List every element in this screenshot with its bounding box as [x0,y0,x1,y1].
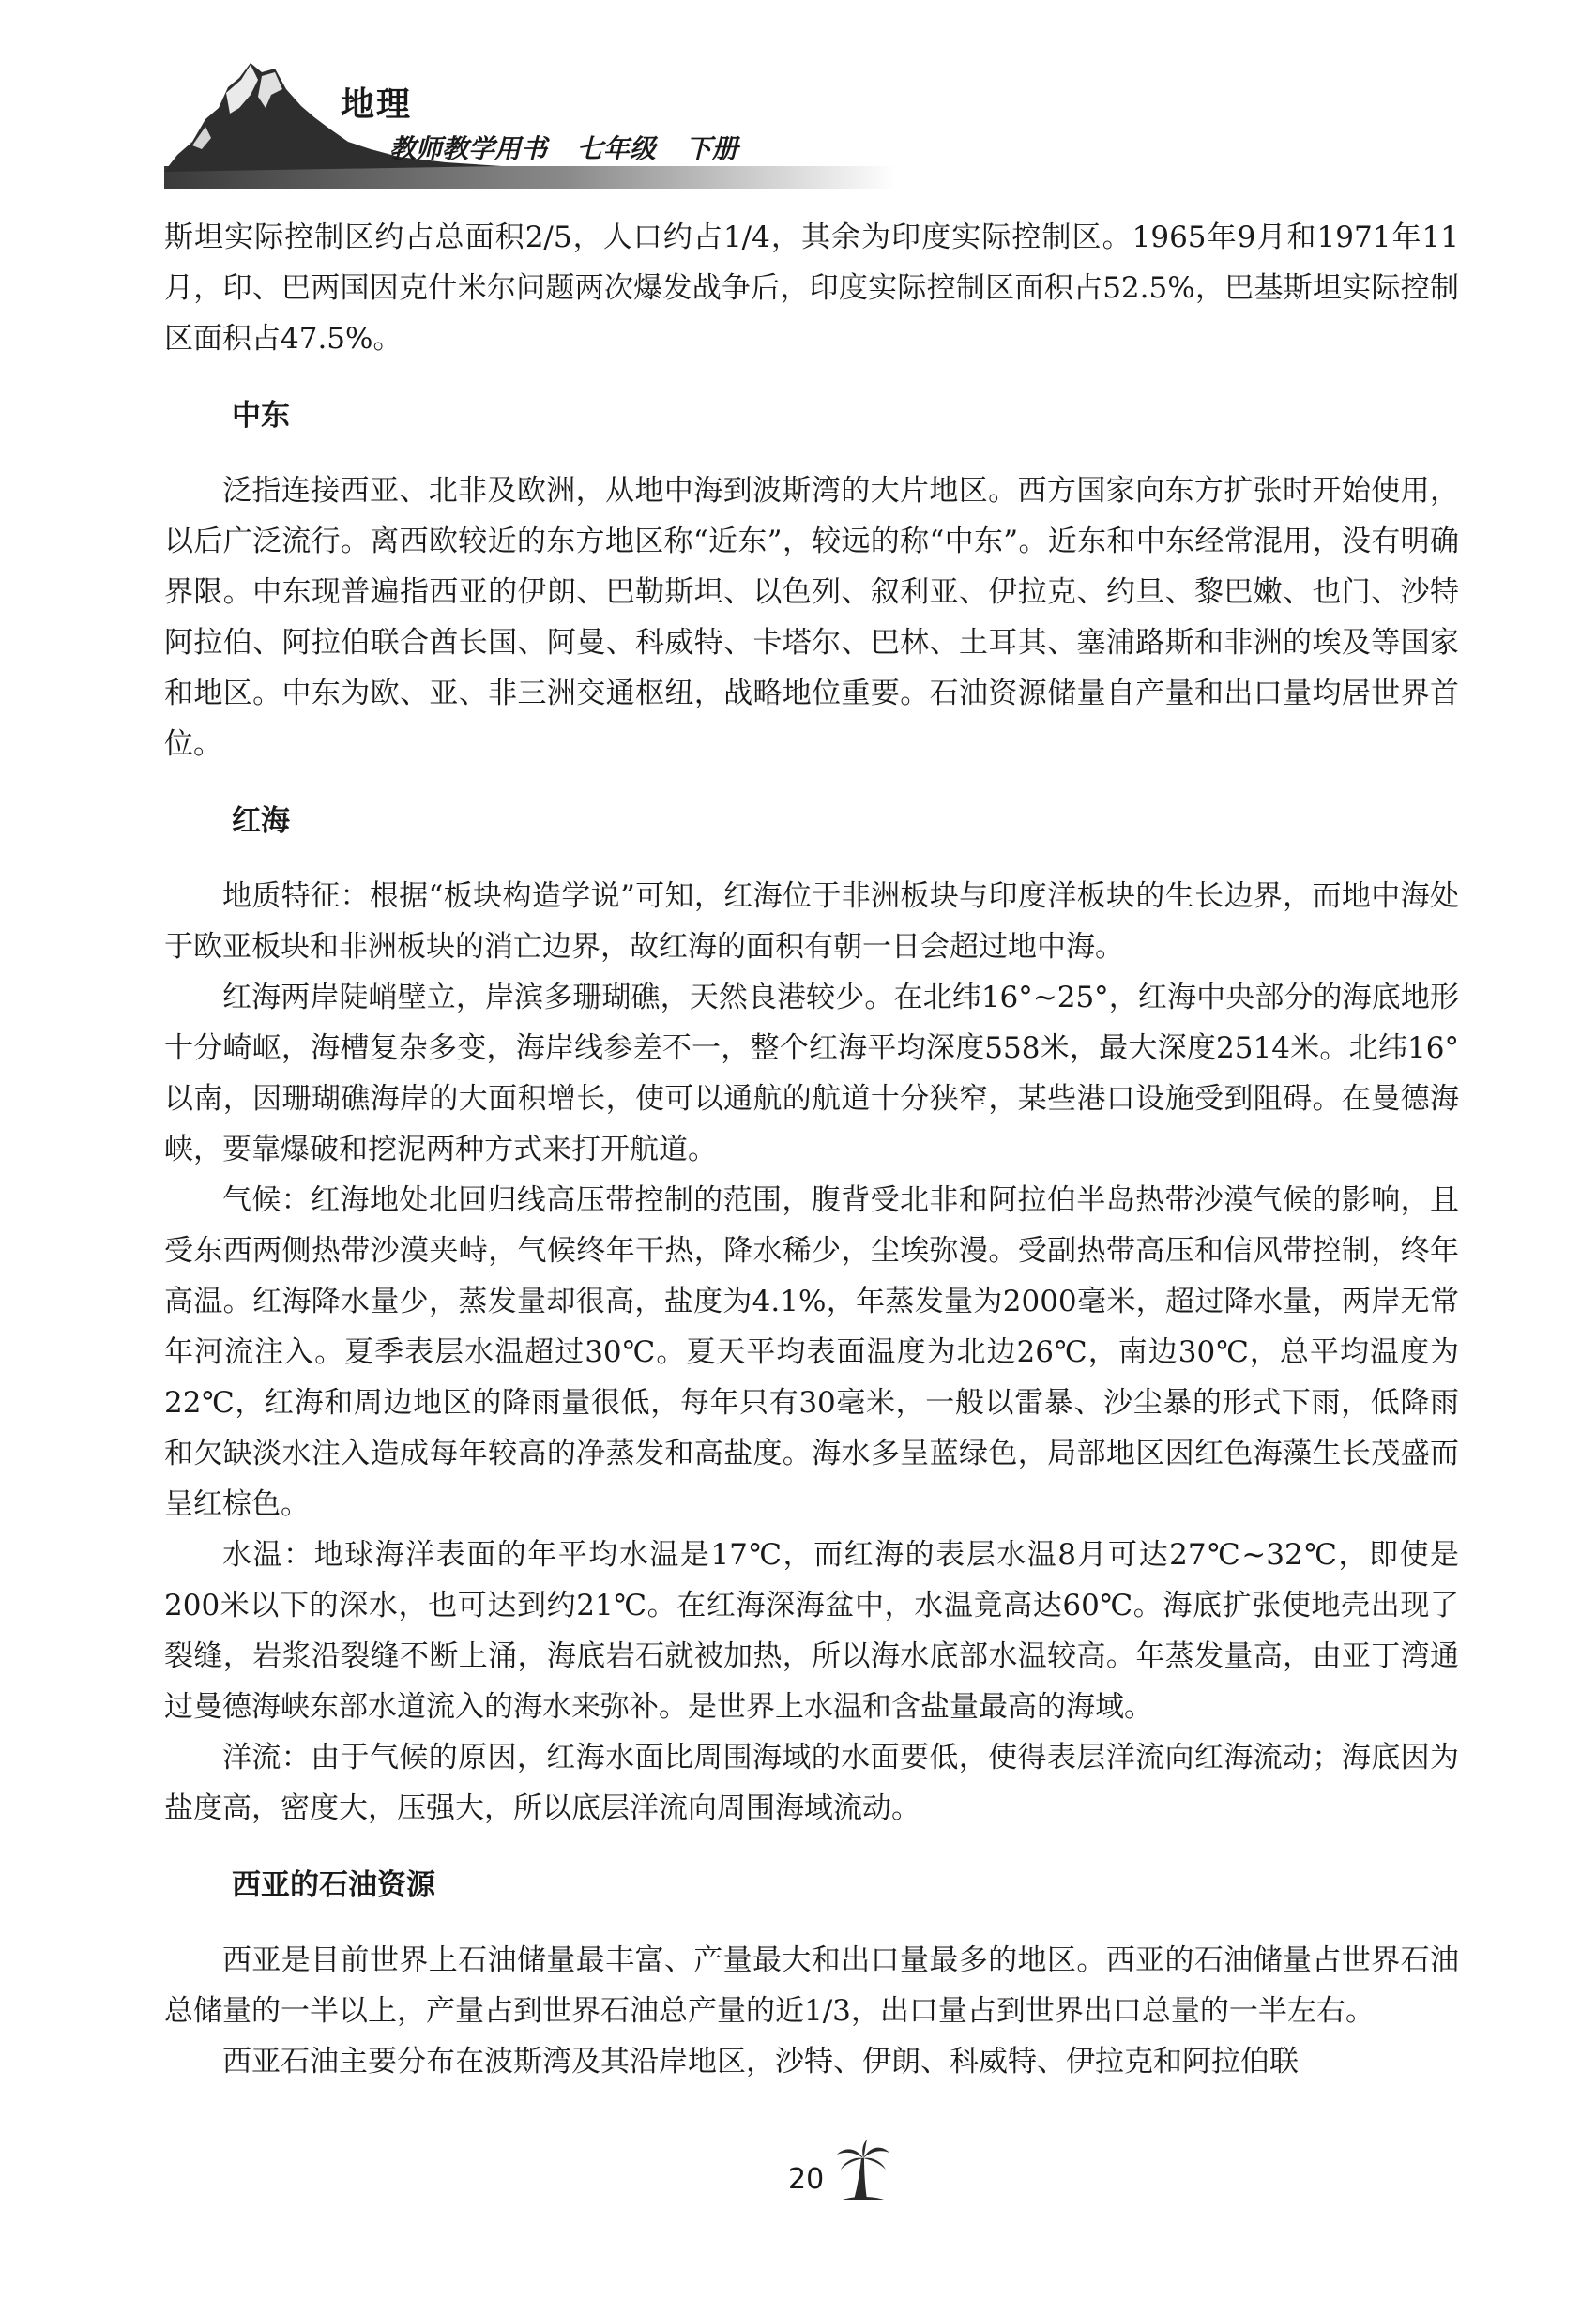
section-heading-red-sea: 红海 [232,804,290,838]
section-heading-middle-east: 中东 [232,399,290,433]
subject-title: 地理 [341,85,413,124]
paragraph: 红海两岸陡峭壁立，岸滨多珊瑚礁，天然良港较少。在北纬16°~25°，红海中央部分的海底地形十分崎岖，海槽复杂多变，海岸线参差不一，整个红海平均深度558米，最大深度2514米。北纬16°以南，因珊瑚礁海岸的大面积增长，使可以通航的航道十分狭窄，某些港口设施受到阻碍。在曼德海峡，要靠爆破和挖泥两种方式来打开航道。 [164,981,1459,1166]
page-number: 20 [788,2163,825,2196]
paragraph: 洋流：由于气候的原因，红海水面比周围海域的水面要低，使得表层洋流向红海流动；海底因为盐度高，密度大，压强大，所以底层洋流向周围海域流动。 [164,1741,1459,1825]
page-footer [732,2140,920,2215]
book-info [389,129,759,166]
paragraph: 西亚是目前世界上石油储量最丰富、产量最大和出口量最多的地区。西亚的石油储量占世界石油总储量的一半以上，产量占到世界石油总产量的近1/3，出口量占到世界出口总量的一半左右。 [164,1943,1459,2028]
paragraph: 泛指连接西亚、北非及欧洲，从地中海到波斯湾的大片地区。西方国家向东方扩张时开始使用，以后广泛流行。离西欧较近的东方地区称“近东”，较远的称“中东”。近东和中东经常混用，没有明确界限。中东现普遍指西亚的伊朗、巴勒斯坦、以色列、叙利亚、伊拉克、约旦、黎巴嫩、也门、沙特阿拉伯、阿拉伯联合酋长国、阿曼、科威特、卡塔尔、巴林、土耳其、塞浦路斯和非洲的埃及等国家和地区。中东为欧、亚、非三洲交通枢纽，战略地位重要。石油资源储量自产量和出口量均居世界首位。 [164,474,1459,761]
page-content [164,212,1459,2087]
volume-label: 下册 [685,133,738,164]
paragraph: 水温：地球海洋表面的年平均水温是17℃，而红海的表层水温8月可达27℃~32℃，即使是200米以下的深水，也可达到约21℃。在红海深海盆中，水温竟高达60℃。海底扩张使地壳出现了裂缝，岩浆沿裂缝不断上涌，海底岩石就被加热，所以海水底部水温较高。年蒸发量高，由亚丁湾通过曼德海峡东部水道流入的海水来弥补。是世界上水温和含盐量最高的海域。 [164,1538,1459,1724]
paragraph: 地质特征：根据“板块构造学说”可知，红海位于非洲板块与印度洋板块的生长边界，而地中海处于欧亚板块和非洲板块的消亡边界，故红海的面积有朝一日会超过地中海。 [164,879,1459,964]
mountain-logo [164,52,896,202]
section-heading-west-asia-oil: 西亚的石油资源 [232,1868,435,1902]
paragraph: 气候：红海地处北回归线高压带控制的范围，腹背受北非和阿拉伯半岛热带沙漠气候的影响，且受东西两侧热带沙漠夹峙，气候终年干热，降水稀少，尘埃弥漫。受副热带高压和信风带控制，终年高温。红海降水量少，蒸发量却很高，盐度为4.1%，年蒸发量为2000毫米，超过降水量，两岸无常年河流注入。夏季表层水温超过30℃。夏天平均表面温度为北边26℃，南边30℃，总平均温度为22℃，红海和周边地区的降雨量很低，每年只有30毫米，一般以雷暴、沙尘暴的形式下雨，低降雨和欠缺淡水注入造成每年较高的净蒸发和高盐度。海水多呈蓝绿色，局部地区因红色海藻生长茂盛而呈红棕色。 [164,1183,1459,1521]
paragraph: 斯坦实际控制区约占总面积2/5，人口约占1/4，其余为印度实际控制区。1965年9月和1971年11月，印、巴两国因克什米尔问题两次爆发战争后，印度实际控制区面积占52.5%，巴基斯坦实际控制区面积占47.5%。 [164,221,1459,356]
palm-tree-icon [835,2140,891,2205]
paragraph: 西亚石油主要分布在波斯湾及其沿岸地区，沙特、伊朗、科威特、伊拉克和阿拉伯联 [222,2045,1299,2079]
page-header [164,52,896,202]
grade-label: 七年级 [576,133,656,164]
book-title: 教师教学用书 [389,133,548,164]
